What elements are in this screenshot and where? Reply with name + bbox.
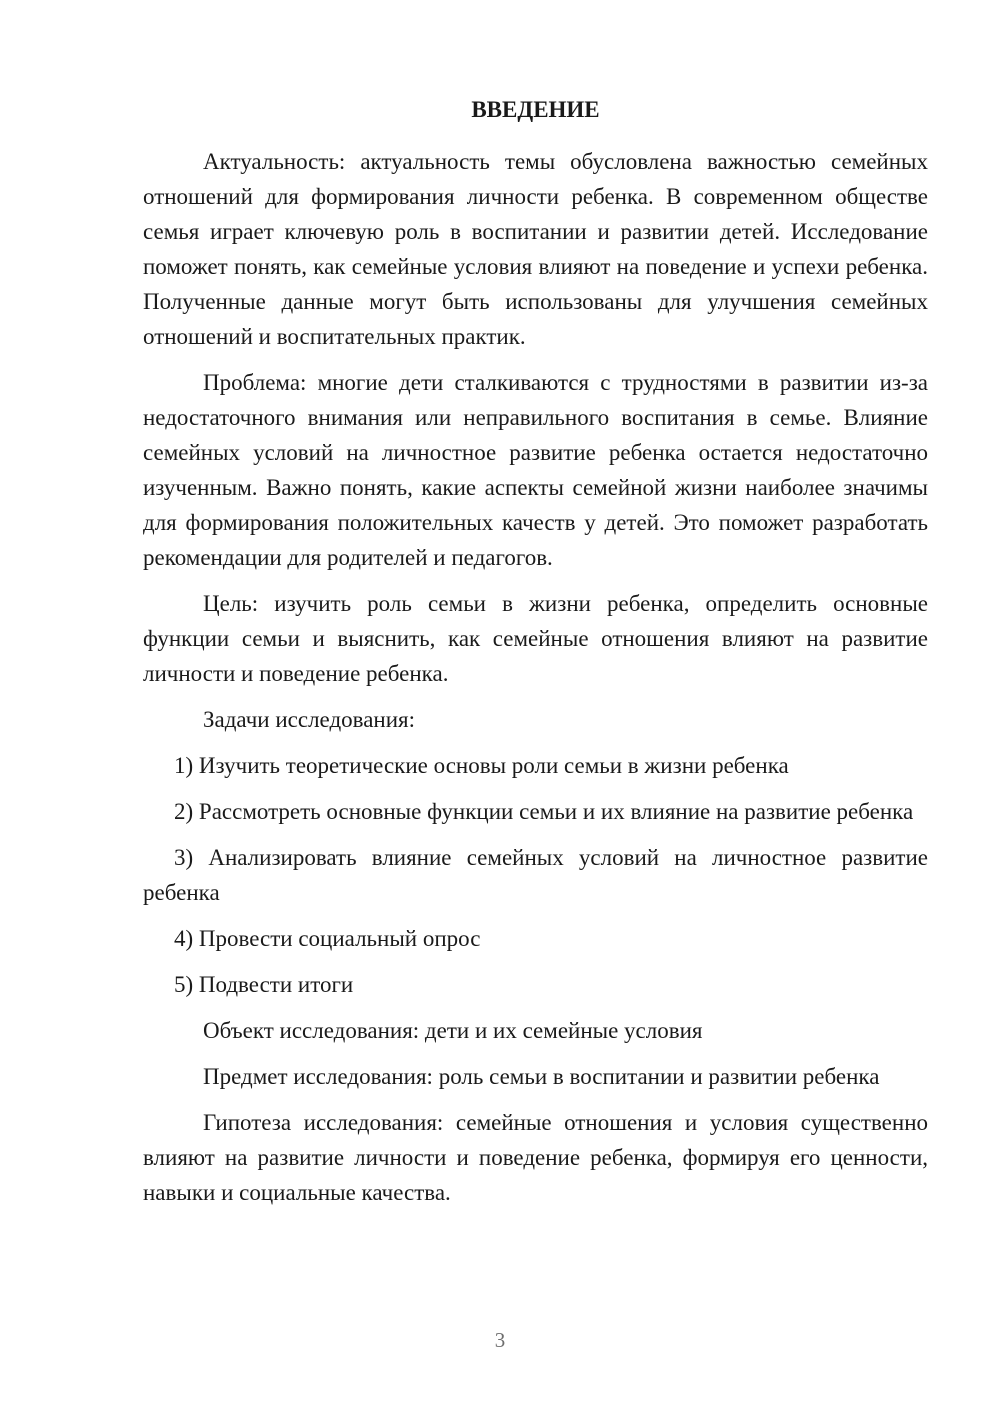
document-page [143, 92, 928, 1221]
task-item-1: 1) Изучить теоретические основы роли семьи в жизни ребенка [174, 753, 789, 778]
task-item-5: 5) Подвести итоги [174, 972, 354, 997]
page-number: 3 [494, 1328, 506, 1352]
subject-paragraph: Предмет исследования: роль семьи в воспитании и развитии ребенка [203, 1064, 880, 1089]
goal-paragraph: Цель: изучить роль семьи в жизни ребенка, определить основные функции семьи и выяснить, как семейные отношения влияют на развитие личности и поведение ребенка. [143, 591, 928, 686]
problem-paragraph: Проблема: многие дети сталкиваются с трудностями в развитии из-за недостаточного внимания или неправильного воспитания в семье. Влияние семейных условий на личностное развитие ребенка остается недостаточно изученным. Важно понять, какие аспекты семейной жизни наиболее значимы для формирования положительных качеств у детей. Это поможет разработать рекомендации для родителей и педагогов. [143, 370, 928, 570]
task-item-2: 2) Рассмотреть основные функции семьи и их влияние на развитие ребенка [174, 799, 914, 824]
task-item-4: 4) Провести социальный опрос [174, 926, 481, 951]
page-title: ВВЕДЕНИЕ [471, 97, 600, 122]
tasks-heading: Задачи исследования: [203, 707, 416, 732]
task-item-3: 3) Анализировать влияние семейных условий на личностное развитие ребенка [143, 845, 928, 905]
hypothesis-paragraph: Гипотеза исследования: семейные отношения и условия существенно влияют на развитие личности и поведение ребенка, формируя его ценности, навыки и социальные качества. [143, 1110, 928, 1205]
object-paragraph: Объект исследования: дети и их семейные условия [203, 1018, 703, 1043]
relevance-paragraph: Актуальность: актуальность темы обусловлена важностью семейных отношений для формирования личности ребенка. В современном обществе семья играет ключевую роль в воспитании и развитии детей. Исследование поможет понять, как семейные условия влияют на поведение и успехи ребенка. Полученные данные могут быть использованы для улучшения семейных отношений и воспитательных практик. [143, 149, 928, 349]
